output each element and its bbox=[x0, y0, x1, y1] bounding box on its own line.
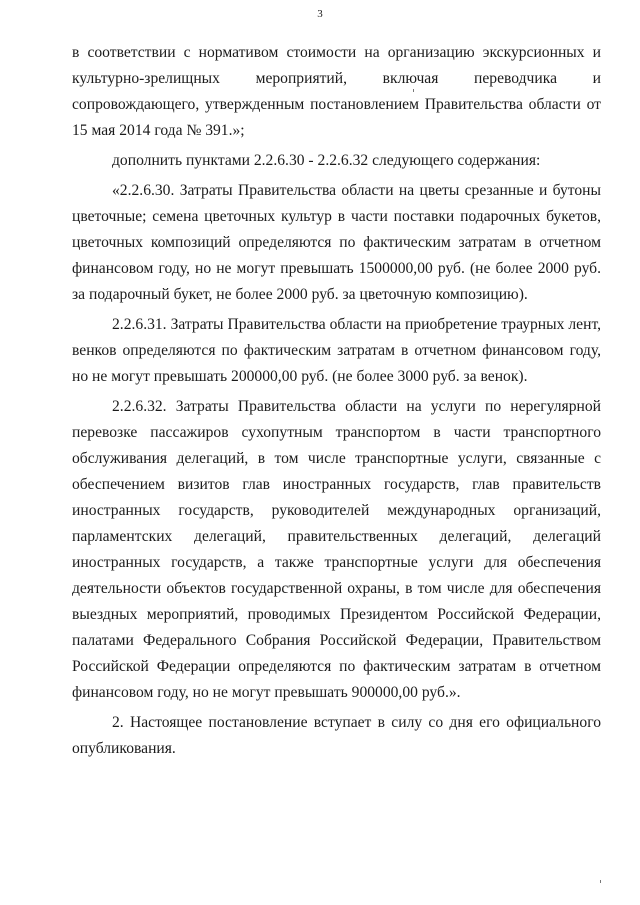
paragraph-amendment-intro: дополнить пунктами 2.2.6.30 - 2.2.6.32 следующего содержания: bbox=[112, 152, 541, 169]
scan-speck-mark bbox=[600, 880, 601, 883]
paragraph-2-2-6-30: «2.2.6.30. Затраты Правительства области на цветы срезанные и бутоны цветочные; семена цветочных культур в части поставки подарочных букетов, цветочных композиций определяются по фактическим затратам в отчетном финансовом году, но не могут превышать 1500000,00 руб. (не более 2000 руб. за подарочный букет, не более 2000 руб. за цветочную композицию). bbox=[72, 182, 601, 303]
paragraph-2-2-6-32: 2.2.6.32. Затраты Правительства области на услуги по нерегулярной перевозке пассажиров сухопутным транспортом в части транспортного обслуживания делегаций, в том числе транспортные услуги, связанные с обеспечением визитов глав иностранных государств, глав правительств иностранных государств, руководителей международных организаций, парламентских делегаций, правительственных делегаций, делегаций иностранных государств, а также транспортные услуги для обеспечения деятельности объектов государственной охраны, в том числе для обеспечения выездных мероприятий, проводимых Президентом Российской Федерации, палатами Федерального Собрания Российской Федерации, Правительством Российской Федерации определяются по фактическим затратам в отчетном финансовом году, но не могут превышать 900000,00 руб.». bbox=[72, 398, 601, 701]
scan-speck-mark bbox=[413, 89, 414, 92]
document-body bbox=[72, 40, 601, 766]
paragraph-2-2-6-31: 2.2.6.31. Затраты Правительства области на приобретение траурных лент, венков определяются по фактическим затратам в отчетном финансовом году, но не могут превышать 200000,00 руб. (не более 3000 руб. за венок). bbox=[72, 316, 601, 385]
paragraph-continuation: в соответствии с нормативом стоимости на организацию экскурсионных и культурно-зрелищных мероприятий, включая переводчика и сопровождающего, утвержденным постановлением Правительства области от 15 мая 2014 года № 391.»; bbox=[72, 44, 601, 139]
page-number: 3 bbox=[317, 8, 323, 20]
paragraph-entry-into-force: 2. Настоящее постановление вступает в силу со дня его официального опубликования. bbox=[72, 714, 601, 757]
